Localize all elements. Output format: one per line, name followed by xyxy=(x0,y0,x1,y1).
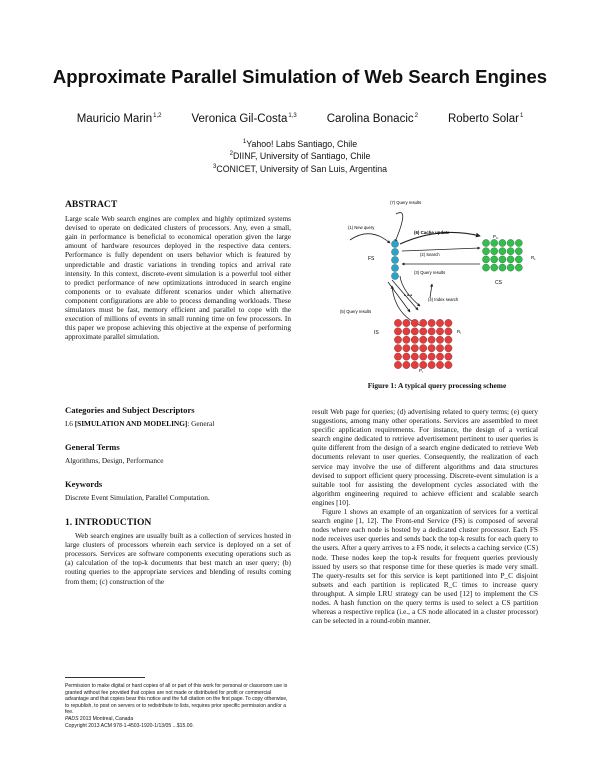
keywords-section xyxy=(65,480,291,502)
cs-node xyxy=(499,239,506,246)
label-cs: CS xyxy=(495,280,502,286)
affiliation: $^2$DIINF, University of Santiago, Chile xyxy=(229,151,371,162)
is-node xyxy=(420,336,427,343)
is-node xyxy=(394,353,401,360)
is-node xyxy=(428,336,435,343)
cs-node xyxy=(482,239,489,246)
cs-node xyxy=(491,239,498,246)
keywords-text: Discrete Event Simulation, Parallel Computation. xyxy=(65,493,210,503)
is-node xyxy=(403,336,410,343)
is-node xyxy=(428,353,435,360)
arrow-query-results xyxy=(395,213,403,242)
is-node xyxy=(403,361,410,368)
is-node xyxy=(420,353,427,360)
cs-node xyxy=(507,264,514,271)
is-node xyxy=(403,328,410,335)
is-node xyxy=(411,319,418,326)
label-ri: $R_I$ xyxy=(457,329,462,335)
introduction-paragraph: Web search engines are usually built as a collection of services hosted in large clusters of processors wherein each service is deployed on a set of processors. Services are software components executing operations such as (a) calculation of the top-k documents that best match an user query; (b) routing queries to the appropriate services and blending of results coming from them; (c) construction of the xyxy=(65,531,291,586)
label-query-results-5: (5) Query results xyxy=(340,309,372,314)
label-cache-update: (6) Cache update xyxy=(414,230,450,235)
cs-node xyxy=(491,264,498,271)
cs-node xyxy=(515,264,522,271)
is-node xyxy=(445,345,452,352)
fs-nodes xyxy=(391,240,398,279)
is-node xyxy=(445,353,452,360)
author: Roberto Solar$^1$ xyxy=(447,113,524,125)
is-node xyxy=(420,328,427,335)
cs-node xyxy=(499,256,506,263)
is-node xyxy=(436,336,443,343)
is-node xyxy=(403,353,410,360)
general-terms-text: Algorithms, Design, Performance xyxy=(65,456,164,466)
affiliation: $^3$CONICET, University of San Luis, Argentina xyxy=(213,163,387,174)
is-node xyxy=(411,353,418,360)
fs-node xyxy=(391,256,398,263)
arrow-new-query xyxy=(350,234,390,243)
cs-node xyxy=(499,264,506,271)
intro-continued: result Web page for queries; (d) advertising related to query terms; (e) query suggestions, among many other operations. Services are assembled to meet specific application requirements. For instance, the design of a vertical search engine dedicated to retrieve advertisement pertinent to user queries is quite different from the design of a search engine dedicated to retrieve Web documents relevant to user queries. Consequently, the realization of each service may involve the use of different algorithms and data structures devised to support efficient query processing. Discrete-event simulation is a suitable tool for assisting the development cycles associated with the algorithm engineering required to achieve efficient and scalable search engines [10]. xyxy=(312,407,538,507)
introduction-section xyxy=(65,518,291,586)
label-is: IS xyxy=(374,330,379,336)
is-node xyxy=(436,328,443,335)
fs-node xyxy=(391,264,398,271)
is-node xyxy=(411,328,418,335)
is-node xyxy=(428,345,435,352)
is-node xyxy=(394,345,401,352)
label-rl: $R_L$ xyxy=(531,255,536,261)
fs-node xyxy=(391,272,398,279)
label-pc: $P_C$ xyxy=(493,234,499,240)
categories-heading: Categories and Subject Descriptors xyxy=(65,405,195,415)
cs-node xyxy=(491,248,498,255)
is-node xyxy=(411,345,418,352)
label-query-results-7: (7) Query results xyxy=(390,200,422,205)
keywords-heading: Keywords xyxy=(65,479,103,489)
permission-text: Permission to make digital or hard copies of all or part of this work for personal or classroom use is granted without fee provided that copies are not made or distributed for profit or commercial advantage and that copies bear this notice and the full citation on the first page. To copy otherwise, to republish, to post on servers or to redistribute to lists, requires prior specific permission and/or a fee. xyxy=(65,683,288,716)
is-node xyxy=(436,361,443,368)
is-node xyxy=(445,319,452,326)
right-column xyxy=(312,407,538,625)
abstract-heading: ABSTRACT xyxy=(65,199,118,210)
is-node xyxy=(394,336,401,343)
fs-node xyxy=(391,240,398,247)
author-list xyxy=(0,113,600,125)
cs-node xyxy=(507,239,514,246)
footnote-rule xyxy=(65,677,145,678)
label-dots: • • • xyxy=(404,293,413,299)
general-terms-section xyxy=(65,443,291,465)
cs-node xyxy=(482,256,489,263)
affiliation: $^1$Yahoo! Labs Santiago, Chile xyxy=(242,138,358,149)
venue: PADS 2013 Montreal, Canada xyxy=(65,715,134,722)
cs-node xyxy=(515,256,522,263)
cs-node xyxy=(482,264,489,271)
cs-node xyxy=(482,248,489,255)
is-node xyxy=(445,336,452,343)
arrow-search xyxy=(402,248,480,251)
is-node xyxy=(403,345,410,352)
cs-nodes xyxy=(482,239,522,271)
is-node xyxy=(436,345,443,352)
is-node xyxy=(411,336,418,343)
abstract-text: Large scale Web search engines are complex and highly optimized systems devised to operate on dedicated clusters of processors. Any, even a small, gain in performance is beneficial to economical operation given the large amount of hardware resources deployed in the respective data centers. Performance is fully dependent on users behavior which is featured by unpredictable and drastic variations in trending topics and arrival rate intensity. In this context, discrete-event simulation is a powerful tool either to predict performance of new optimizations introduced in search engine components or to evaluate different scenarios under which alternative component configurations are able to process demanding workloads. These simulators must be fast, memory efficient and parallel to cope with the execution of millions of events in small running time on few processors. In this paper we propose achieving this objective at the expense of performing approximate parallel simulation. xyxy=(65,214,291,342)
is-node xyxy=(428,328,435,335)
abstract-section xyxy=(65,200,291,341)
query-processing-figure xyxy=(340,196,540,374)
is-node xyxy=(394,328,401,335)
label-search: (2) Search xyxy=(420,252,440,257)
affiliations xyxy=(0,137,600,174)
is-node xyxy=(445,361,452,368)
label-pi: $P_I$ xyxy=(419,368,423,374)
label-index-search: (4) Index search xyxy=(428,297,459,302)
cs-node xyxy=(507,256,514,263)
permission-block xyxy=(65,683,291,729)
author: Veronica Gil-Costa$^{1,3}$ xyxy=(191,113,297,125)
general-terms-heading: General Terms xyxy=(65,442,120,452)
is-node xyxy=(394,319,401,326)
cs-node xyxy=(491,256,498,263)
cs-node xyxy=(507,248,514,255)
arrow-up xyxy=(430,284,432,298)
label-new-query: (1) New query xyxy=(348,225,375,230)
paper-title: Approximate Parallel Simulation of Web Search Engines xyxy=(52,66,548,87)
is-node xyxy=(436,353,443,360)
is-node xyxy=(420,345,427,352)
is-node xyxy=(445,328,452,335)
is-node xyxy=(411,361,418,368)
fs-node xyxy=(391,248,398,255)
cs-node xyxy=(515,248,522,255)
cs-node xyxy=(499,248,506,255)
author: Carolina Bonacic$^2$ xyxy=(326,113,418,125)
label-fs: FS xyxy=(368,256,375,262)
is-node xyxy=(428,361,435,368)
arrow-index-search xyxy=(400,276,420,306)
is-node xyxy=(394,361,401,368)
categories-section xyxy=(65,406,291,428)
copyright: Copyright 2013 ACM 978-1-4503-1920-1/13/05 ...$15.00. xyxy=(65,722,194,729)
author: Mauricio Marin$^{1,2}$ xyxy=(76,113,162,125)
is-node xyxy=(403,319,410,326)
categories-text: I.6 [SIMULATION AND MODELING]: General xyxy=(65,419,215,429)
is-node xyxy=(428,319,435,326)
cs-node xyxy=(515,239,522,246)
label-query-results-3: (3) Query results xyxy=(414,270,446,275)
is-node xyxy=(436,319,443,326)
is-nodes xyxy=(394,319,452,368)
introduction-heading: 1. INTRODUCTION xyxy=(65,517,152,528)
figure-caption: Figure 1: A typical query processing scheme xyxy=(367,381,507,390)
figure1-paragraph: Figure 1 shows an example of an organization of services for a vertical search engine [1, 12]. The Front-end Service (FS) is composed of several nodes where each node is hosted by a dedicated cluster processor. Each FS node receives user queries and sends back the top-k results for each query to the users. After a query arrives to a FS node, it selects a caching service (CS) node. These nodes keep the top-k results for frequent queries previously issued by users so that response time for these queries is made very small. The query-results set for this service is kept partitioned into P_C disjoint subsets and each partition is replicated R_C times to increase query throughput. A simple LRU strategy can be used [12] to implement the CS nodes. A hash function on the query terms is used to select a CS partition whereas a respective replica (i.e., a CS node allocated in a cluster processor) can be selected in a round-robin manner. xyxy=(312,507,538,626)
is-node xyxy=(420,319,427,326)
